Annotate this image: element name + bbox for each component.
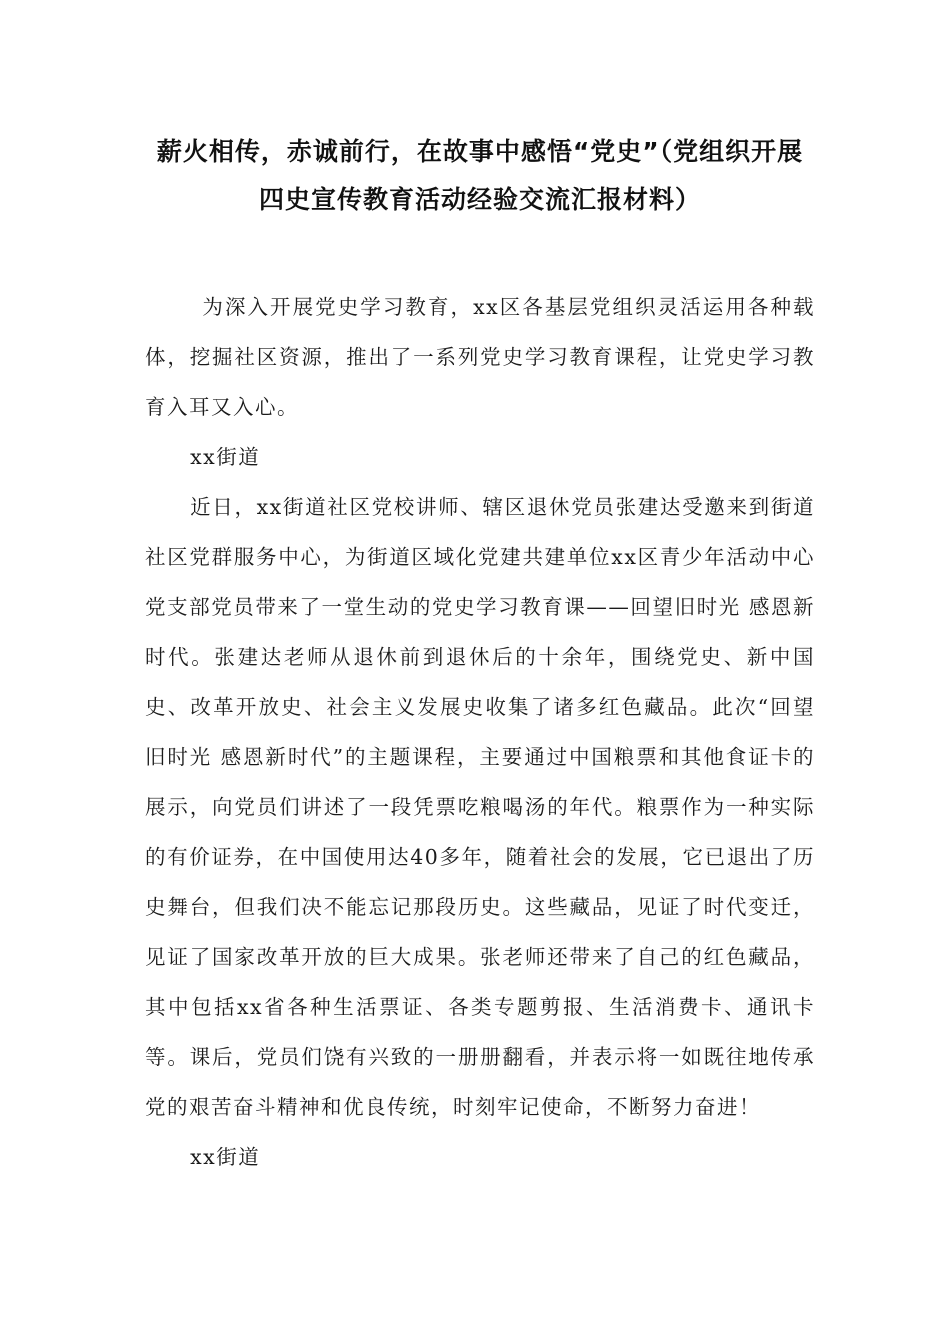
document-title: 薪火相传，赤诚前行，在故事中感悟“党史”（党组织开展四史宣传教育活动经验交流汇报材料） [156,137,804,214]
section-heading: xx街道 [190,1145,261,1169]
body-paragraph: 近日，xx街道社区党校讲师、辖区退休党员张建达受邀来到街道社区党群服务中心，为街道区域化党建共建单位xx区青少年活动中心党支部党员带来了一堂生动的党史学习教育课——回望旧时光 感恩新时代。张建达老师从退休前到退休后的十余年，围绕党史、新中国史、改革开放史、社会主义发展史收集了诸多红色藏品。此次“回望旧时光 感恩新时代”的主题课程，主要通过中国粮票和其他食证卡的展示，向党员们讲述了一段凭票吃粮喝汤的年代。粮票作为一种实际的有价证券，在中国使用达40多年，随着社会的发展，它已退出了历史舞台，但我们决不能忘记那段历史。这些藏品，见证了时代变迁，见证了国家改革开放的巨大成果。张老师还带来了自己的红色藏品，其中包括xx省各种生活票证、各类专题剪报、生活消费卡、通讯卡等。课后，党员们饶有兴致的一册册翻看，并表示将一如既往地传承党的艰苦奋斗精神和优良传统，时刻牢记使命，不断努力奋进！ [145,495,815,1119]
intro-paragraph: 为深入开展党史学习教育，xx区各基层党组织灵活运用各种载体，挖掘社区资源，推出了一系列党史学习教育课程，让党史学习教育入耳又入心。 [145,295,815,419]
document-body [145,282,815,1182]
section-heading: xx街道 [190,445,261,469]
